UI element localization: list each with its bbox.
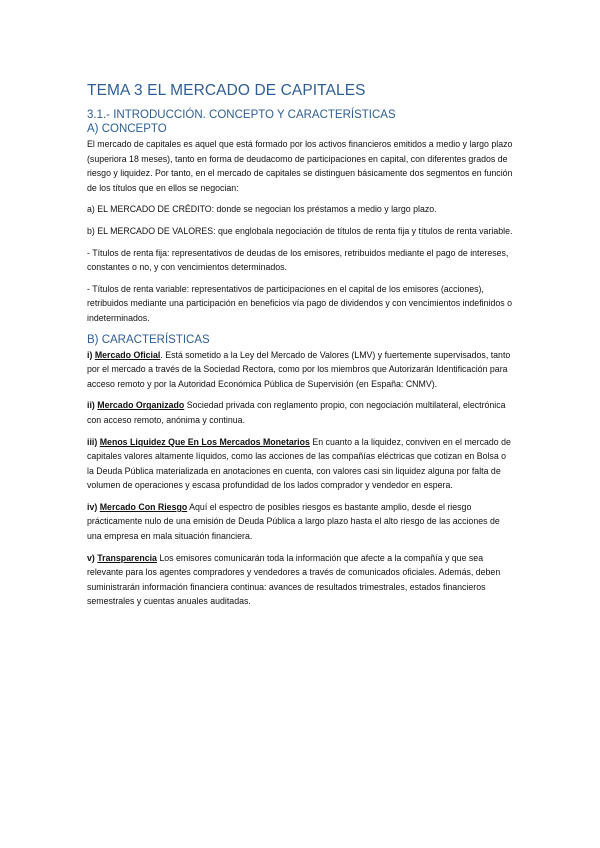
item-label: iv) [87,501,100,512]
caracteristica-mercado-organizado [87,398,514,427]
item-text: . Está sometido a la Ley del Mercado de Valores (LMV) y fuertemente supervisados, tanto por el mercado a través de la Sociedad Rectora, como por los miembros que Autorizarán Identificación para acceso remoto y por la Autoridad Económica Pública de Supervisión (en España: CNMV). [87,349,511,389]
item-title: Mercado Organizado [97,400,185,411]
item-title: Mercado Oficial [94,349,161,360]
item-label: v) [87,552,98,563]
item-text: Aquí el espectro de posibles riesgos es bastante amplio, desde el riesgo prácticamente nulo de una emisión de Deuda Pública a largo plazo hasta el alto riesgo de las acciones de una empresa en mala situación financiera. [87,501,500,542]
item-text: Sociedad privada con reglamento propio, con negociación multilateral, electrónica con acceso remoto, anónima y continua. [87,400,506,425]
caracteristica-mercado-con-riesgo [87,500,514,544]
caracteristica-menos-liquidez [87,435,514,493]
item-label: iii) [87,436,100,447]
caracteristicas-heading: B) CARACTERÍSTICAS [87,333,210,346]
item-title: Mercado Con Riesgo [99,501,188,512]
caracteristica-transparencia [87,551,514,609]
item-title: Transparencia [97,552,157,563]
caracteristica-mercado-oficial [87,348,514,392]
renta-fija-paragraph: - Títulos de renta fija: representativos de deudas de los emisores, retribuidos mediante el pago de intereses, constantes o no, y con vencimientos determinados. [87,247,509,273]
concepto-intro: El mercado de capitales es aquel que está formado por los activos financieros emitidos a medio y largo plazo (superiora 18 meses), tanto en forma de deudacomo de participaciones en capital, con diferentes grados de riesgo y liquidez. Por tanto, en el mercado de capitales se distinguen básicamente dos segmentos en función de los títulos que en ellos se negocian: [87,139,513,193]
item-label: i) [87,349,95,360]
item-title: Menos Liquidez Que En Los Mercados Monetarios [99,436,310,447]
item-text: En cuanto a la liquidez, conviven en el mercado de capitales valores altamente líquidos, como las acciones de las compañías eléctricas que cotizan en Bolsa o la Deuda Pública materializada en anotaciones en cuenta, con valores casi sin liquidez alguna por falta de volumen de operaciones y escasa profundidad de los lados comprador y vendedor en espera. [87,436,511,491]
item-text: Los emisores comunicarán toda la información que afecte a la compañía y que sea relevante para los agentes compradores y vendedores a través de comunicados oficiales. Además, deben suministrarán información financiera continua: avances de resultados trimestrales, estados financieros semestrales y cuentas anuales auditadas. [87,552,501,607]
item-label: ii) [87,400,98,411]
document-title: TEMA 3 EL MERCADO DE CAPITALES [87,82,366,99]
concepto-heading: A) CONCEPTO [87,123,167,135]
mercado-credito-paragraph: a) EL MERCADO DE CRÉDITO: donde se negocian los préstamos a medio y largo plazo. [87,204,437,215]
renta-variable-paragraph: - Títulos de renta variable: representativos de participaciones en el capital de los emisores (acciones), retribuidos mediante una participación en beneficios vía pago de dividendos y con vencimientos indefinidos o indeterminados. [87,283,512,323]
section-subtitle: 3.1.- INTRODUCCIÓN. CONCEPTO Y CARACTERÍSTICAS [87,109,396,121]
mercado-valores-paragraph: b) EL MERCADO DE VALORES: que englobala negociación de títulos de renta fija y títulos de renta variable. [87,225,513,236]
